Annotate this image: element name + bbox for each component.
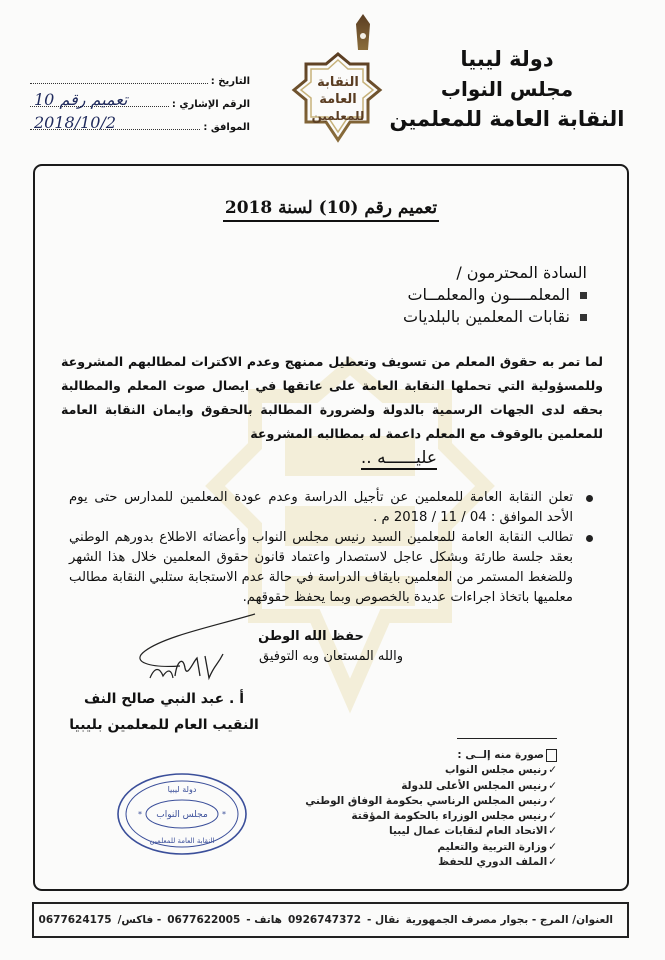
cc-item: ✓رنيس المجلس الرناسي بحكومة الوفاق الوطني xyxy=(305,794,557,807)
footer-fax: 0677624175 xyxy=(38,914,112,926)
svg-text:للمعلمين: للمعلمين xyxy=(311,109,365,123)
preamble-paragraph: لما تمر به حقوق المعلم من تسويف وتعطيل ممنهج وعدم الاكترات لمطالبهم المشروعة وللمسؤولية التي تحملها النقابة العامة على عاتقها في ايصال صوت المعلم والمطالبة بحقه لدى الجهات الرسمية بالدولة ولضرورة المطالبة بالحقوق وايمان النقابة العامة للمعلمين بالوقوف مع المعلم داعمة له بمطالبه المشروعة xyxy=(61,354,603,441)
cc-title: صورة منه إلــى : xyxy=(305,748,557,763)
decision-list xyxy=(69,488,595,608)
svg-text:مجلس النواب: مجلس النواب xyxy=(156,810,208,820)
cc-item: ✓رنيس المجلس الأعلى للدولة xyxy=(401,779,557,792)
addressee-block xyxy=(403,262,587,328)
pen-nib-icon xyxy=(356,14,370,50)
svg-text:العامة: العامة xyxy=(319,92,357,107)
checkmark-icon: ✓ xyxy=(548,825,557,838)
ref-row xyxy=(30,87,250,110)
corresponding-value: 2018/10/2 xyxy=(34,113,117,132)
checkmark-icon: ✓ xyxy=(548,840,557,853)
circular-title: تعميم رقم (10) لسنة 2018 xyxy=(35,198,627,218)
footer-phone-label: هاتف - xyxy=(246,914,282,926)
divider xyxy=(457,738,557,739)
decision-item: تعلن النقابة العامة للمعلمين عن تأجيل الدراسة وعدم عودة المعلمين للمدارس حتى يوم الأحد الموافق : 04 / 11 / 2018 م . xyxy=(69,488,595,528)
svg-text:النقابة: النقابة xyxy=(317,75,359,90)
signer-name: أ . عبد النبي صالح النف xyxy=(83,691,245,707)
square-bullet-icon xyxy=(580,314,587,321)
header-parliament: مجلس النواب xyxy=(440,77,574,101)
svg-text:*: * xyxy=(138,810,142,819)
checkbox-icon xyxy=(546,749,557,762)
therefore-heading: عليــــــه .. xyxy=(360,448,437,468)
ref-label: الرقم الإشاري : xyxy=(171,99,250,110)
reference-block xyxy=(30,64,250,133)
letterhead-title xyxy=(387,44,627,134)
closing-line-1: حفظ الله الوطن xyxy=(258,629,364,644)
decision-item: تطالب النقابة العامة للمعلمين السيد رنيس مجلس النواب وأعضائه الاطلاع بدورهم الوطني بعقد جلسة طارئة وبشكل عاجل لاستصدار واعتماد قانون حقوق المعلمين خلال هذا الشهر وللضغط المستمر من المعلمين بايقاف الدراسة في حالة عدم الاستجابة ستلبي النقابة مطالب معلميها باتخاذ اجراءات عديدة بالخصوص وبما يحفظ حقوقهم. xyxy=(69,528,595,608)
svg-text:دولة ليبيا: دولة ليبيا xyxy=(167,785,197,794)
footer-mobile-label: نقال - xyxy=(367,914,400,926)
footer-phone: 0677622005 xyxy=(167,914,241,926)
ref-value: تعميم رقم 10 xyxy=(34,90,128,109)
cc-item: ✓وزارة التربية والتعليم xyxy=(437,840,557,853)
checkmark-icon: ✓ xyxy=(548,764,557,777)
salutation: السادة المحترمون / xyxy=(456,263,587,282)
date-label: التاريخ : xyxy=(210,76,250,87)
official-stamp xyxy=(112,764,252,864)
footer-mobile: 0926747372 xyxy=(287,914,362,926)
handwritten-signature xyxy=(105,606,265,686)
cc-item: ✓الاتحاد العام لنقابات عمال ليبيا xyxy=(389,825,557,838)
svg-text:*: * xyxy=(222,810,226,819)
square-bullet-icon xyxy=(580,292,587,299)
union-logo xyxy=(288,12,388,152)
cc-item: ✓الملف الدوري للحفظ xyxy=(438,856,557,869)
copies-to-list xyxy=(305,748,557,870)
checkmark-icon: ✓ xyxy=(548,856,557,869)
closing-line-2: والله المستعان وبه التوفيق xyxy=(259,649,403,664)
addressee-item: المعلمــــون والمعلمــات xyxy=(403,284,587,306)
cc-item: ✓رنيس مجلس النواب xyxy=(445,764,557,777)
signer-block xyxy=(49,686,279,738)
date-field xyxy=(30,69,208,84)
header-union: النقابة العامة للمعلمين xyxy=(389,107,625,131)
addressee-item: نقابات المعلمين بالبلديات xyxy=(403,306,587,328)
cc-item: ✓رنيس مجلس الوزراء بالحكومة المؤقتة xyxy=(351,810,557,823)
footer-address: العنوان/ المرج - بجوار مصرف الجمهورية xyxy=(405,914,613,926)
checkmark-icon: ✓ xyxy=(548,779,557,792)
signer-title: النقيب العام للمعلمين بليبيا xyxy=(69,717,259,733)
svg-text:النقابة العامة للمعلمين: النقابة العامة للمعلمين xyxy=(149,837,215,845)
footer-fax-label: - فاكس/ xyxy=(117,914,162,926)
round-bullet-icon xyxy=(586,535,593,542)
checkmark-icon: ✓ xyxy=(548,794,557,807)
letter-body-frame xyxy=(33,164,629,891)
date-row xyxy=(30,64,250,87)
header-country: دولة ليبيا xyxy=(460,47,554,71)
contact-footer xyxy=(32,902,629,938)
corresponding-row xyxy=(30,110,250,133)
round-bullet-icon xyxy=(586,495,593,502)
corresponding-label: الموافق : xyxy=(203,122,250,133)
checkmark-icon: ✓ xyxy=(548,810,557,823)
